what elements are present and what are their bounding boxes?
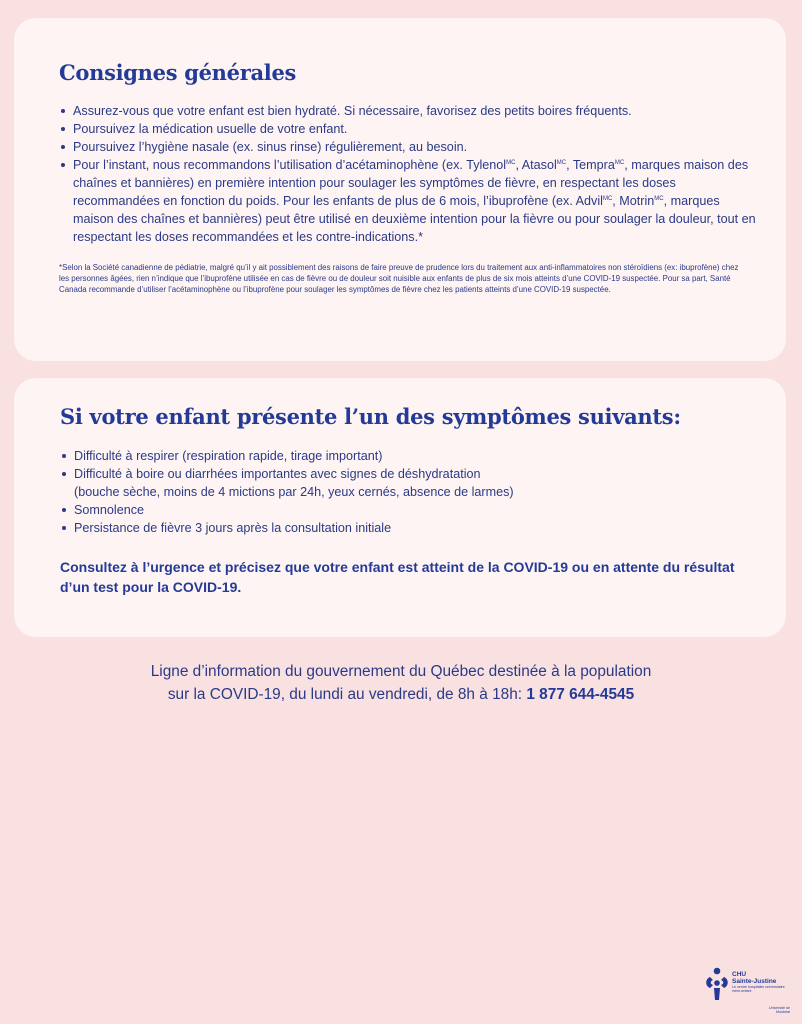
medication-text: , marques maison des chaînes et bannières) peut être utilisé en deuxième intention pour la fièvre ou pour soulager la douleur, tout en respectant les doses recommandées et les contre-indications.* (73, 194, 756, 244)
logo-name-line2: Sainte-Justine (732, 978, 777, 985)
symptoms-title: Si votre enfant présente l’un des symptômes suivants: (60, 404, 681, 429)
symptoms-card (14, 378, 786, 637)
info-line-2 (0, 683, 802, 706)
symptoms-list (60, 447, 758, 537)
medication-text: , Atasol (515, 158, 557, 172)
list-item: Assurez-vous que votre enfant est bien hydraté. Si nécessaire, favorisez des petits boires fréquents. (59, 102, 758, 120)
list-item-line: (bouche sèche, moins de 4 mictions par 24h, yeux cernés, absence de larmes) (74, 485, 514, 499)
list-item: Poursuivez l’hygiène nasale (ex. sinus rinse) régulièrement, au besoin. (59, 138, 758, 156)
logo-university: Université de Montréal (769, 1006, 790, 1015)
list-item: Poursuivez la médication usuelle de votre enfant. (59, 120, 758, 138)
list-item (60, 465, 758, 501)
list-item: Somnolence (60, 501, 758, 519)
info-line-1: Ligne d’information du gouvernement du Québec destinée à la population (150, 663, 652, 680)
medication-text: Pour l’instant, nous recommandons l’utilisation d’acétaminophène (ex. Tylenol (73, 158, 507, 172)
general-instructions-title: Consignes générales (59, 60, 297, 85)
list-item-line: Difficulté à boire ou diarrhées importantes avec signes de déshydratation (74, 467, 481, 481)
medication-text: , marques maison des chaînes et bannières) en première intention pour soulager les symptômes de fièvre, en respectant les doses recommandées en fonction du poids. Pour les enfants de plus de 6 mois, l’ibuprofène (ex. Advil (73, 158, 749, 208)
trademark-mark: MC (654, 196, 664, 202)
logo-name-line1: CHU (732, 971, 747, 978)
general-instructions-card (14, 18, 786, 361)
chu-logo-icon (704, 966, 730, 1002)
trademark-mark: MC (506, 160, 516, 166)
general-instructions-list (59, 102, 758, 246)
list-item: Persistance de fièvre 3 jours après la consultation initiale (60, 519, 758, 537)
list-item: Difficulté à respirer (respiration rapide, tirage important) (60, 447, 758, 465)
trademark-mark: MC (556, 160, 567, 166)
chu-sainte-justine-logo (704, 966, 792, 1020)
info-line (0, 660, 802, 706)
list-item-medication (59, 156, 758, 246)
emergency-instruction: Consultez à l’urgence et précisez que votre enfant est atteint de la COVID-19 ou en attente du résultat d’un test pour la COVID-19. (60, 559, 735, 595)
medication-text: , Tempra (566, 158, 615, 172)
info-line-2-text: sur la COVID-19, du lundi au vendredi, de 8h à 18h: (167, 686, 527, 703)
footnote: *Selon la Société canadienne de pédiatrie, malgré qu’il y ait possiblement des raisons de faire preuve de prudence lors du traitement aux anti-inflammatoires non stéroïdiens (ex: ibuprofène) chez les personnes âgées, rien n’indique que l’ibuprofène utilisée en cas de fièvre ou de douleur soit nuisible aux enfants de plus de six mois atteints d’une COVID-19 suspectée. Pour sa part, Santé Canada recommande d’utiliser l’acétaminophène ou l’ibuprofène pour soulager les symptômes de fièvre chez les patients atteints d’une COVID-19 suspectée. (59, 263, 739, 294)
logo-name (732, 971, 776, 985)
logo-tagline: Le centre hospitalier universitaire mère-enfant (732, 985, 785, 994)
trademark-mark: MC (602, 196, 613, 202)
trademark-mark: MC (614, 160, 625, 166)
medication-text: , Motrin (612, 194, 655, 208)
phone-number: 1 877 644-4545 (526, 686, 635, 703)
